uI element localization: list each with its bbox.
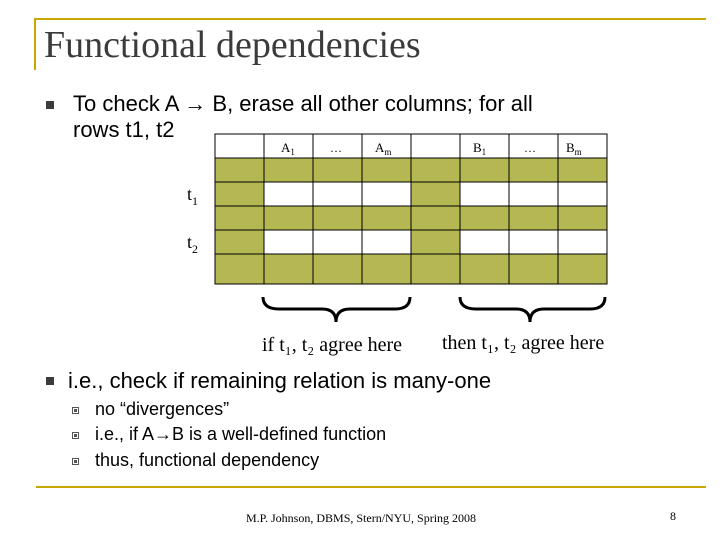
header-a1: $A_1$ xyxy=(281,140,295,157)
slide-title: Functional dependencies xyxy=(44,24,421,66)
cell-t2-dots-b xyxy=(509,230,558,254)
bullet-text-2: i.e., check if remaining relation is many-one xyxy=(68,368,492,393)
header-am: $A_m$ xyxy=(375,140,392,157)
sub-bullet-marker xyxy=(72,432,79,439)
cell-t1-am xyxy=(362,182,411,206)
bullet-marker xyxy=(46,377,54,385)
cell-t1-bm xyxy=(558,182,607,206)
sub-bullet-3: thus, functional dependency xyxy=(95,450,320,470)
sub-bullet-1: no “divergences” xyxy=(95,399,230,419)
brace-right xyxy=(460,297,605,322)
cell-t1-b1 xyxy=(460,182,509,206)
sub-bullet-marker xyxy=(72,458,79,465)
cell-t2-b1 xyxy=(460,230,509,254)
cell-t1-dots-a xyxy=(313,182,362,206)
cell-t2-am xyxy=(362,230,411,254)
header-b1: $B_1$ xyxy=(473,140,487,157)
brace-right-label: then t₁, t₂ agree here xyxy=(442,332,605,354)
cell-t2-a1 xyxy=(264,230,313,254)
footer-text: M.P. Johnson, DBMS, Stern/NYU, Spring 2008 xyxy=(246,511,477,525)
sub-bullet-2: i.e., if A→B is a well-defined function xyxy=(95,424,387,444)
brace-left xyxy=(263,297,410,322)
cell-t2-bm xyxy=(558,230,607,254)
brace-left-label: if t₁, t₂ agree here xyxy=(262,334,402,356)
header-bm: $B_m$ xyxy=(566,140,582,157)
cell-t1-dots-b xyxy=(509,182,558,206)
bullet-text-line2: rows t1, t2 xyxy=(73,117,175,142)
bullet-text-line1: To check A → B, erase all other columns; for all xyxy=(73,91,533,116)
page-number: 8 xyxy=(670,509,676,523)
table-grid xyxy=(215,134,607,284)
header-ellipsis-b: … xyxy=(524,141,536,155)
row-label-t2: $t_2$ xyxy=(187,232,199,256)
sub-bullet-marker xyxy=(72,407,79,414)
row-label-t1: $t_1$ xyxy=(187,184,199,208)
header-ellipsis-a: … xyxy=(330,141,342,155)
cell-t2-dots-a xyxy=(313,230,362,254)
cell-t1-a1 xyxy=(264,182,313,206)
